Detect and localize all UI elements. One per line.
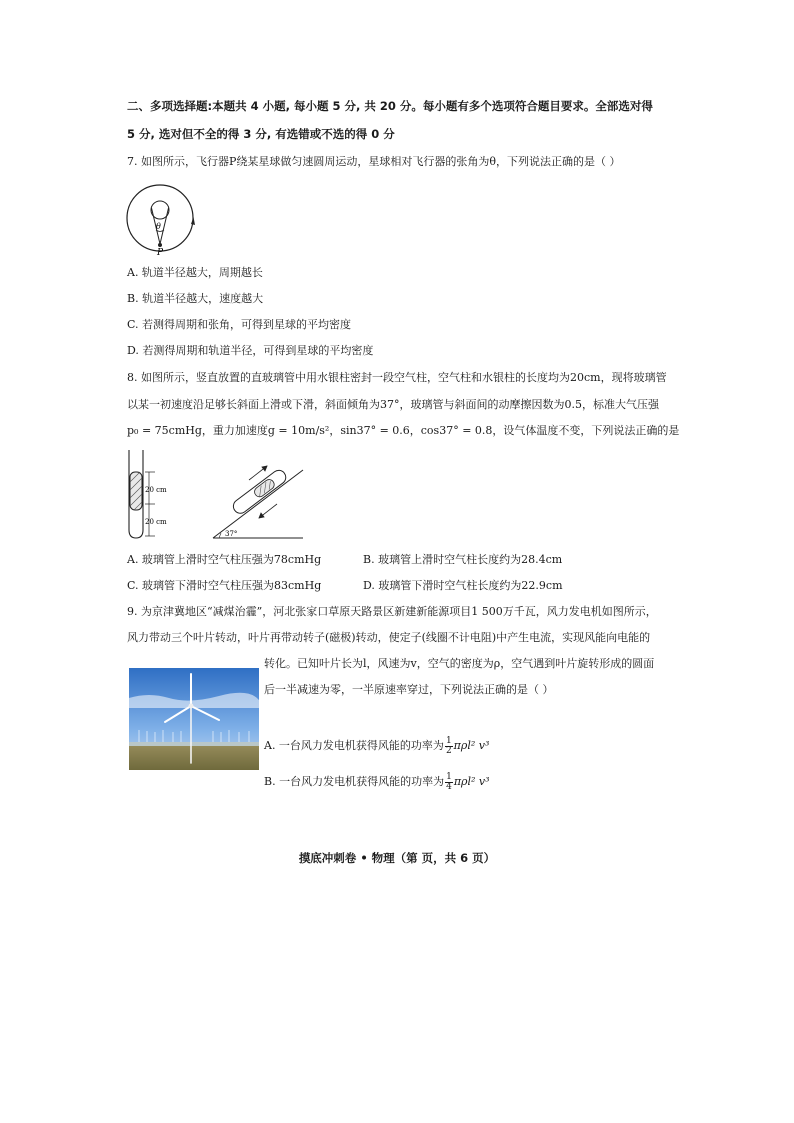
q9-option-a-text: A. 一台风力发电机获得风能的功率为 [264,739,444,752]
tilted-tube [231,468,289,516]
label-theta: θ [156,222,161,231]
q7-option-d: D. 若测得周期和轨道半径，可得到星球的平均密度 [127,344,374,357]
q9-line4: 后一半减速为零，一半原速率穿过，下列说法正确的是（ ） [264,683,554,696]
label-20cm-top: 20 cm [145,486,167,494]
section-heading-line1: 二、多项选择题:本题共 4 小题, 每小题 5 分, 共 20 分。每小题有多个选项符合题目要求。全部选对得 [127,99,653,113]
q7-stem: 7. 如图所示，飞行器P绕某星球做匀速圆周运动，星球相对飞行器的张角为θ，下列说法正确的是（ ） [127,155,621,168]
q7-option-b: B. 轨道半径越大，速度越大 [127,292,264,305]
q8-option-c: C. 玻璃管下滑时空气柱压强为83cmHg [127,579,322,592]
fraction-one-quarter: $\frac{1}{4}$ [446,771,452,792]
q7-option-c: C. 若测得周期和张角，可得到星球的平均密度 [127,318,352,331]
q9-option-a [264,736,489,756]
aircraft-dot [158,243,162,247]
section-heading-line2: 5 分, 选对但不全的得 3 分, 有选错或不选的得 0 分 [127,127,395,141]
q9-option-a-formula: πρl² v³ [453,739,490,752]
q8-option-a: A. 玻璃管上滑时空气柱压强为78cmHg [127,553,322,566]
label-20cm-bottom: 20 cm [145,518,167,526]
label-37: 37° [225,530,238,538]
page-footer: 摸底冲刺卷 • 物理（第 页，共 6 页） [298,851,496,865]
q8-line1: 8. 如图所示，竖直放置的直玻璃管中用水银柱密封一段空气柱，空气柱和水银柱的长度均为20cm，现将玻璃管 [127,371,667,384]
tangent-line-right [160,208,169,244]
arrow-up [249,466,267,480]
q8-tube-figure [125,448,305,544]
q9-line2: 风力带动三个叶片转动，叶片再带动转子(磁极)转动，使定子(线圈不计电阻)中产生电流，实现风能向电能的 [127,631,651,644]
incline-slope [213,470,303,538]
q9-option-b-formula: πρl² v³ [453,775,490,788]
q9-option-b [264,772,490,792]
q8-line2: 以某一初速度沿足够长斜面上滑或下滑，斜面倾角为37°，玻璃管与斜面间的动摩擦因数为0.5，标准大气压强 [127,398,659,411]
q8-option-d: D. 玻璃管下滑时空气柱长度约为22.9cm [363,579,563,592]
q9-line3: 转化。已知叶片长为l，风速为v，空气的密度为ρ，空气遇到叶片旋转形成的圆面 [264,657,655,670]
q9-option-b-text: B. 一台风力发电机获得风能的功率为 [264,775,445,788]
q8-line3: p₀ = 75cmHg，重力加速度g = 10m/s²，sin37° = 0.6，cos37° = 0.8，设气体温度不变，下列说法正确的是 [127,424,680,437]
q7-option-a: A. 轨道半径越大，周期越长 [127,266,263,279]
wind-turbine-photo [129,668,259,770]
fraction-one-half: $\frac{1}{2}$ [445,735,452,756]
q9-line1: 9. 为京津冀地区“减煤治霾”，河北张家口草原天路景区新建新能源项目1 500万千瓦，风力发电机如图所示， [127,605,657,618]
q8-option-b: B. 玻璃管上滑时空气柱长度约为28.4cm [363,553,563,566]
arrow-down [259,504,277,518]
q7-orbit-figure [125,184,201,256]
label-p: P [157,248,164,256]
orbit-circle [127,185,193,251]
